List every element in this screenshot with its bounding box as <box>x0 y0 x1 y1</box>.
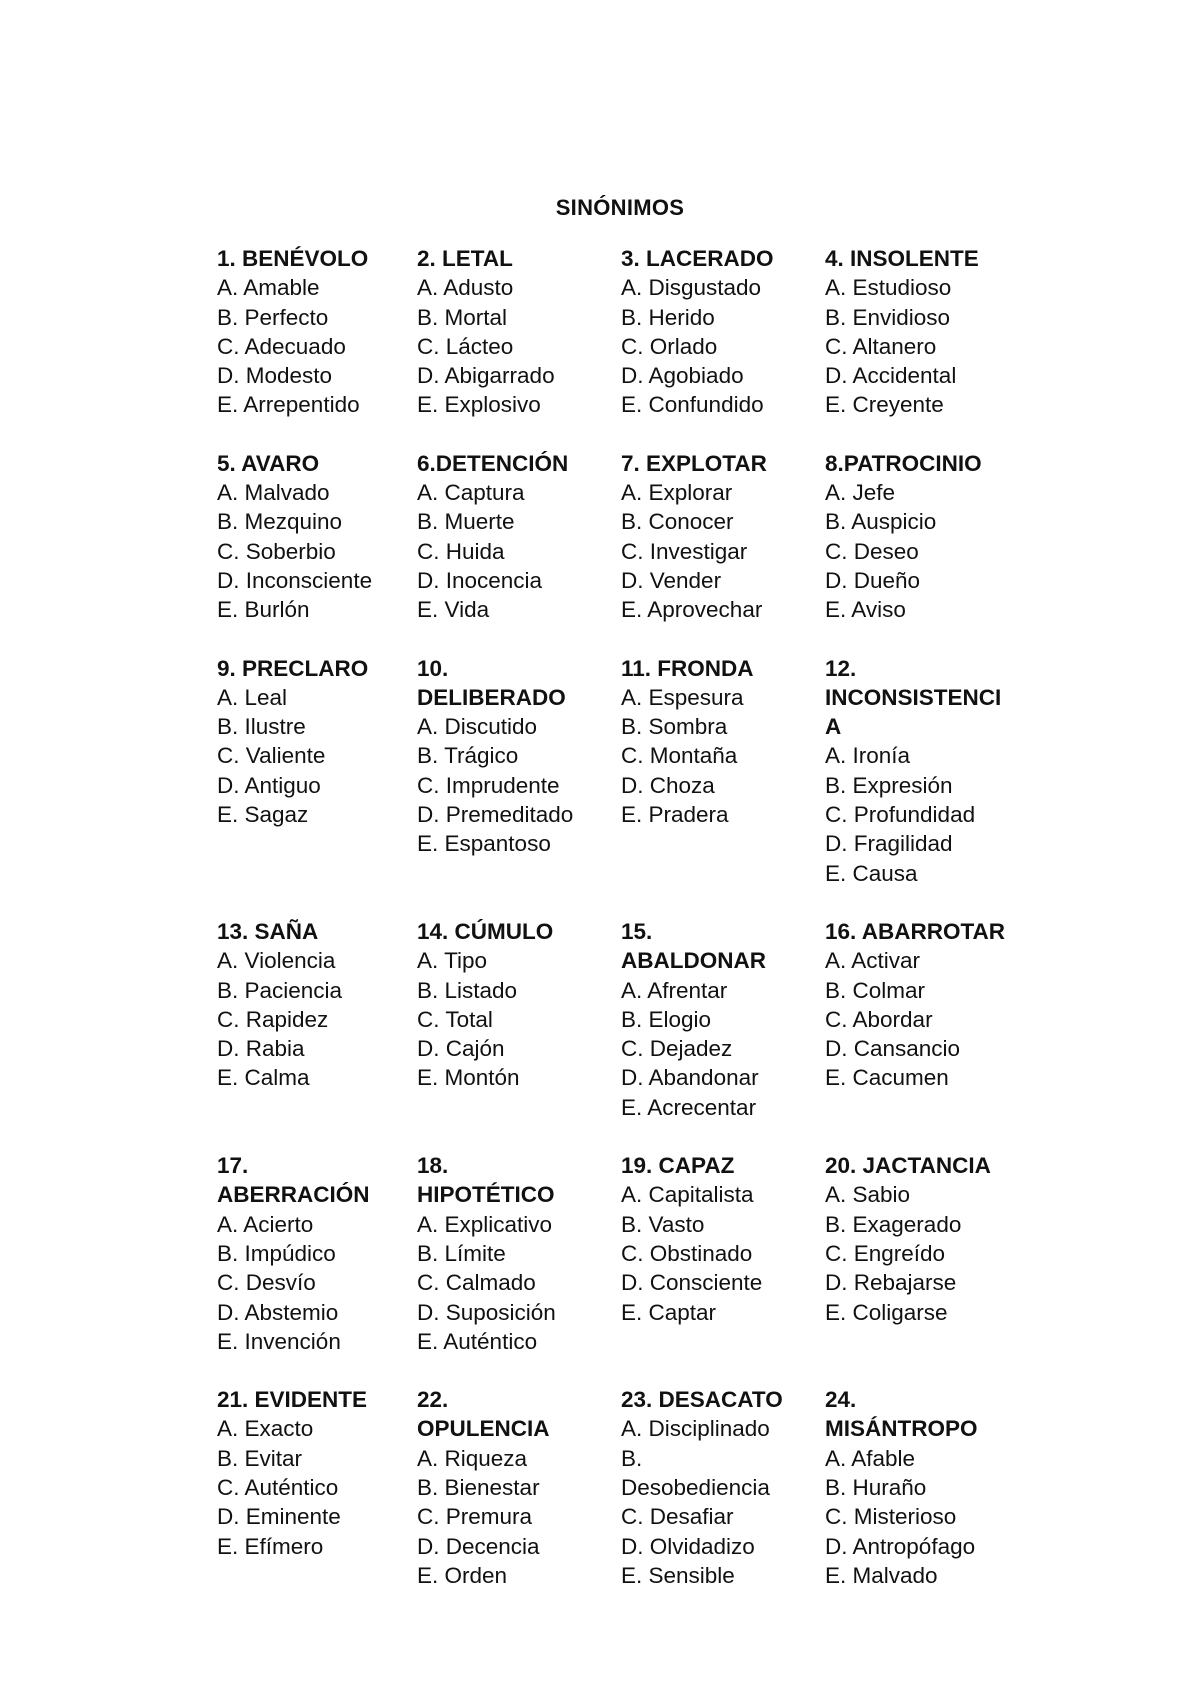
question-block <box>417 1151 621 1356</box>
question-title: 7. EXPLOTAR <box>621 450 767 476</box>
question-block <box>621 1151 825 1356</box>
answer-option: D. Premeditado <box>417 802 574 828</box>
answer-option: D. Vender <box>621 567 722 593</box>
question-block <box>417 654 621 888</box>
answer-option: E. Burlón <box>217 597 310 623</box>
answer-option: E. Efímero <box>217 1533 324 1559</box>
answer-option: B. Paciencia <box>217 977 343 1003</box>
question-block <box>621 244 825 420</box>
answer-option: D. Modesto <box>217 363 333 389</box>
answer-option: C. Rapidez <box>217 1006 329 1032</box>
answer-option: E. Auténtico <box>417 1328 538 1354</box>
question-block <box>825 654 1037 888</box>
question-title: 21. EVIDENTE <box>217 1387 368 1413</box>
question-title: 13. SAÑA <box>217 918 319 944</box>
answer-option: A. Malvado <box>217 480 330 506</box>
answer-option: E. Calma <box>217 1065 310 1091</box>
answer-option: A. Tipo <box>417 948 488 974</box>
question-block <box>217 654 417 888</box>
answer-option: C. Dejadez <box>621 1036 733 1062</box>
answer-option: B. Auspicio <box>825 509 937 535</box>
question-title: 11. FRONDA <box>621 655 754 681</box>
answer-option: B. Mortal <box>417 304 508 330</box>
answer-option: E. Arrepentido <box>217 392 360 418</box>
question-title: 19. CAPAZ <box>621 1153 735 1179</box>
answer-option: B. Muerte <box>417 509 515 535</box>
question-title: 20. JACTANCIA <box>825 1153 991 1179</box>
question-title: 12. INCONSISTENCI A <box>825 655 1002 740</box>
answer-option: A. Capitalista <box>621 1182 754 1208</box>
answer-option: E. Aviso <box>825 597 906 623</box>
answer-option: A. Adusto <box>417 275 514 301</box>
question-grid <box>217 244 1037 1619</box>
answer-option: D. Eminente <box>217 1504 341 1530</box>
answer-option: A. Activar <box>825 948 921 974</box>
answer-option: E. Orden <box>417 1562 508 1588</box>
answer-option: B. Colmar <box>825 977 926 1003</box>
answer-option: C. Soberbio <box>217 538 336 564</box>
answer-option: B. Evitar <box>217 1445 303 1471</box>
answer-option: D. Dueño <box>825 567 921 593</box>
answer-option: D. Consciente <box>621 1270 763 1296</box>
question-title: 22. OPULENCIA <box>417 1387 550 1442</box>
question-title: 2. LETAL <box>417 246 513 271</box>
answer-option: B. Expresión <box>825 772 953 798</box>
answer-option: D. Agobiado <box>621 363 744 389</box>
answer-option: B. Envidioso <box>825 304 951 330</box>
question-title: 8.PATROCINIO <box>825 450 982 476</box>
answer-option: B. Bienestar <box>417 1474 540 1500</box>
answer-option: B. Huraño <box>825 1474 927 1500</box>
answer-option: D. Choza <box>621 772 715 798</box>
answer-option: B. Conocer <box>621 509 734 535</box>
answer-option: D. Decencia <box>417 1533 540 1559</box>
question-block <box>417 1385 621 1590</box>
question-title: 23. DESACATO <box>621 1387 783 1413</box>
question-block <box>217 1151 417 1356</box>
answer-option: D. Antropófago <box>825 1533 976 1559</box>
answer-option: B. Impúdico <box>217 1240 336 1266</box>
answer-option: E. Acrecentar <box>621 1094 757 1120</box>
question-block <box>621 917 825 1122</box>
question-block <box>825 1151 1037 1356</box>
answer-option: E. Sagaz <box>217 802 309 828</box>
answer-option: C. Total <box>417 1006 493 1032</box>
answer-option: C. Premura <box>417 1504 533 1530</box>
answer-option: D. Abigarrado <box>417 363 555 389</box>
answer-option: B. Trágico <box>417 743 519 769</box>
answer-option: A. Captura <box>417 480 525 506</box>
answer-option: D. Inconsciente <box>217 567 373 593</box>
answer-option: A. Espesura <box>621 684 744 710</box>
answer-option: E. Pradera <box>621 802 729 828</box>
question-title: 6.DETENCIÓN <box>417 450 569 476</box>
answer-option: D. Rabia <box>217 1036 305 1062</box>
question-title: 10. DELIBERADO <box>417 655 566 710</box>
answer-option: D. Fragilidad <box>825 831 953 857</box>
answer-option: A. Explicativo <box>417 1211 553 1237</box>
answer-option: B. Exagerado <box>825 1211 962 1237</box>
answer-option: A. Afrentar <box>621 977 728 1003</box>
answer-option: A. Riqueza <box>417 1445 528 1471</box>
answer-option: D. Inocencia <box>417 567 543 593</box>
answer-option: B. Listado <box>417 977 518 1003</box>
answer-option: C. Engreído <box>825 1240 946 1266</box>
page-title: SINÓNIMOS <box>555 195 685 220</box>
answer-option: C. Imprudente <box>417 772 560 798</box>
answer-option: B. Perfecto <box>217 304 329 330</box>
answer-option: B. Desobediencia <box>621 1445 770 1500</box>
question-block <box>217 917 417 1122</box>
answer-option: C. Altanero <box>825 333 937 359</box>
question-block <box>621 654 825 888</box>
question-block <box>825 449 1037 625</box>
answer-option: C. Huida <box>417 538 505 564</box>
question-block <box>825 1385 1037 1590</box>
answer-option: E. Malvado <box>825 1562 938 1588</box>
answer-option: C. Lácteo <box>417 333 514 359</box>
question-block <box>417 449 621 625</box>
answer-option: A. Leal <box>217 684 288 710</box>
answer-option: C. Profundidad <box>825 802 976 828</box>
answer-option: C. Adecuado <box>217 333 346 359</box>
answer-option: A. Ironía <box>825 743 911 769</box>
answer-option: D. Abandonar <box>621 1065 759 1091</box>
answer-option: A. Estudioso <box>825 275 952 301</box>
question-title: 3. LACERADO <box>621 246 774 271</box>
question-block <box>217 449 417 625</box>
answer-option: A. Exacto <box>217 1416 314 1442</box>
answer-option: A. Disciplinado <box>621 1416 770 1442</box>
answer-option: B. Sombra <box>621 714 728 740</box>
answer-option: E. Explosivo <box>417 392 541 418</box>
answer-option: A. Sabio <box>825 1182 911 1208</box>
question-title: 24. MISÁNTROPO <box>825 1387 978 1442</box>
answer-option: D. Suposición <box>417 1299 556 1325</box>
answer-option: D. Rebajarse <box>825 1270 957 1296</box>
answer-option: C. Desafiar <box>621 1504 734 1530</box>
answer-option: C. Deseo <box>825 538 919 564</box>
answer-option: A. Afable <box>825 1445 916 1471</box>
answer-option: E. Confundido <box>621 392 764 418</box>
answer-option: C. Calmado <box>417 1270 536 1296</box>
question-title: 15. ABALDONAR <box>621 918 766 974</box>
answer-option: C. Investigar <box>621 538 748 564</box>
answer-option: E. Captar <box>621 1299 717 1325</box>
answer-option: D. Cajón <box>417 1036 505 1062</box>
question-title: 16. ABARROTAR <box>825 918 1006 944</box>
answer-option: D. Cansancio <box>825 1036 961 1062</box>
question-block <box>217 1385 417 1590</box>
answer-option: E. Sensible <box>621 1562 735 1588</box>
question-title: 14. CÚMULO <box>417 918 554 944</box>
answer-option: A. Acierto <box>217 1211 314 1237</box>
answer-option: B. Elogio <box>621 1006 712 1032</box>
answer-option: E. Causa <box>825 860 918 886</box>
answer-option: C. Misterioso <box>825 1504 957 1530</box>
answer-option: C. Auténtico <box>217 1474 339 1500</box>
answer-option: D. Olvidadizo <box>621 1533 755 1559</box>
question-title: 18. HIPOTÉTICO <box>417 1153 555 1208</box>
answer-option: E. Vida <box>417 597 490 623</box>
question-block <box>825 244 1037 420</box>
question-block <box>217 244 417 420</box>
question-title: 5. AVARO <box>217 450 320 476</box>
answer-option: B. Herido <box>621 304 715 330</box>
answer-option: E. Montón <box>417 1065 520 1091</box>
answer-option: E. Aprovechar <box>621 597 763 623</box>
answer-option: C. Montaña <box>621 743 738 769</box>
answer-option: D. Abstemio <box>217 1299 339 1325</box>
question-block <box>825 917 1037 1122</box>
answer-option: E. Coligarse <box>825 1299 948 1325</box>
answer-option: A. Explorar <box>621 480 733 506</box>
answer-option: B. Ilustre <box>217 714 306 740</box>
answer-option: C. Obstinado <box>621 1240 753 1266</box>
answer-option: A. Disgustado <box>621 275 762 301</box>
answer-option: C. Valiente <box>217 743 326 769</box>
answer-option: D. Antiguo <box>217 772 321 798</box>
answer-option: B. Vasto <box>621 1211 705 1237</box>
question-block <box>621 1385 825 1590</box>
answer-option: E. Invención <box>217 1328 341 1354</box>
question-block <box>417 244 621 420</box>
question-block <box>417 917 621 1122</box>
question-block <box>621 449 825 625</box>
answer-option: E. Cacumen <box>825 1065 949 1091</box>
answer-option: C. Abordar <box>825 1006 933 1032</box>
answer-option: A. Discutido <box>417 714 538 740</box>
answer-option: C. Desvío <box>217 1270 316 1296</box>
question-title: 1. BENÉVOLO <box>217 246 369 271</box>
answer-option: E. Espantoso <box>417 831 551 857</box>
answer-option: D. Accidental <box>825 363 957 389</box>
question-title: 9. PRECLARO <box>217 655 369 681</box>
answer-option: B. Mezquino <box>217 509 343 535</box>
answer-option: A. Violencia <box>217 948 336 974</box>
answer-option: E. Creyente <box>825 392 944 418</box>
answer-option: C. Orlado <box>621 333 718 359</box>
question-title: 4. INSOLENTE <box>825 246 979 271</box>
answer-option: A. Amable <box>217 275 320 301</box>
question-title: 17. ABERRACIÓN <box>217 1153 370 1208</box>
answer-option: B. Límite <box>417 1240 506 1266</box>
answer-option: A. Jefe <box>825 480 896 506</box>
